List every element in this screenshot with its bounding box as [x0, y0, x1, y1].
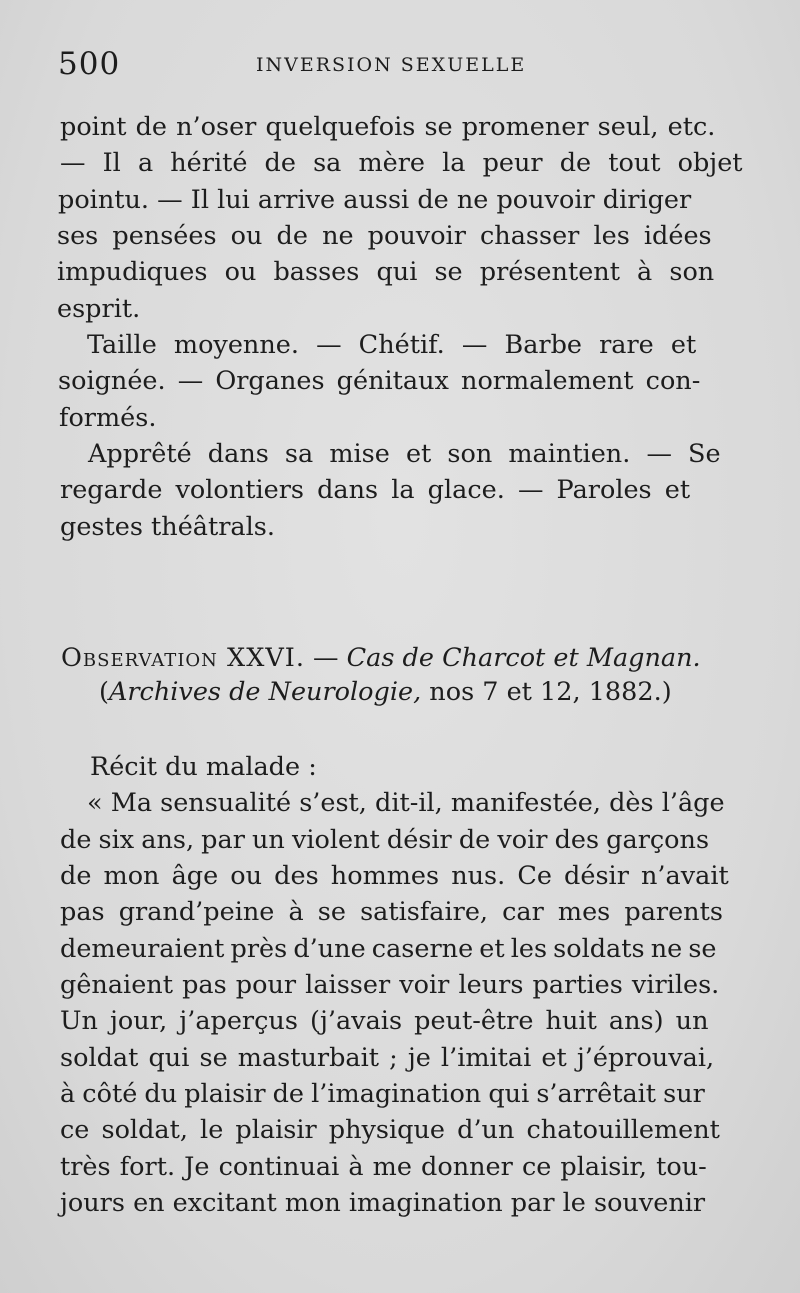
text-line: formés. — [59, 403, 157, 433]
text-line: « Ma sensualité s’est, dit-il, manifestée, dès l’âge — [87, 788, 725, 818]
text-line: — Il a hérité de sa mère la peur de tout objet — [60, 148, 743, 178]
text-line: pas grand’peine à se satisfaire, car mes parents — [60, 897, 723, 927]
text-line: gênaient pas pour laisser voir leurs parties viriles. — [60, 970, 720, 1000]
text-line: soignée. — Organes génitaux normalement con- — [58, 366, 701, 396]
text-line: de mon âge ou des hommes nus. Ce désir n’avait — [60, 861, 729, 891]
text-line: ce soldat, le plaisir physique d’un chatouillement — [60, 1115, 720, 1145]
source-close-paren: ) — [661, 677, 672, 707]
text-line: gestes théâtrals. — [60, 512, 275, 542]
text-line: esprit. — [57, 294, 141, 324]
observation-title: Cas de Charcot et Magnan. — [346, 643, 701, 673]
text-line: pointu. — Il lui arrive aussi de ne pouvoir diriger — [58, 185, 692, 215]
page-header — [58, 46, 748, 86]
text-line: à côté du plaisir de l’imagination qui s’arrêtait sur — [60, 1079, 705, 1109]
text-line: point de n’oser quelquefois se promener seul, etc. — [60, 112, 716, 142]
page-number: 500 — [58, 46, 121, 82]
observation-heading — [61, 643, 701, 673]
text-line: Taille moyenne. — Chétif. — Barbe rare et — [87, 330, 697, 360]
text-line: regarde volontiers dans la glace. — Paroles et — [60, 475, 691, 505]
source-open-paren: ( — [99, 677, 109, 707]
source-journal: Archives de Neurologie, — [108, 677, 422, 707]
text-line: très fort. Je continuai à me donner ce plaisir, tou- — [60, 1152, 707, 1182]
observation-source — [99, 677, 672, 707]
text-line: Un jour, j’aperçus (j’avais peut-être huit ans) un — [60, 1006, 709, 1036]
text-line: de six ans, par un violent désir de voir des garçons — [60, 825, 710, 855]
text-line: impudiques ou basses qui se présentent à son — [57, 257, 715, 287]
text-line: jours en excitant mon imagination par le souvenir — [60, 1188, 706, 1218]
observation-label: Observation XXVI. — [61, 643, 305, 673]
text-line: demeuraient près d’une caserne et les soldats ne se — [60, 934, 717, 964]
text-line: Apprêté dans sa mise et son maintien. — Se — [88, 439, 721, 469]
text-line: ses pensées ou de ne pouvoir chasser les idées — [57, 221, 712, 251]
source-numbers: nos 7 et 12, 1882. — [421, 677, 662, 707]
text-line: soldat qui se masturbait ; je l’imitai et j’éprouvai, — [60, 1043, 715, 1073]
text-line: Récit du malade : — [90, 752, 317, 782]
running-head: INVERSION SEXUELLE — [256, 54, 527, 76]
observation-dash: — — [304, 643, 347, 673]
